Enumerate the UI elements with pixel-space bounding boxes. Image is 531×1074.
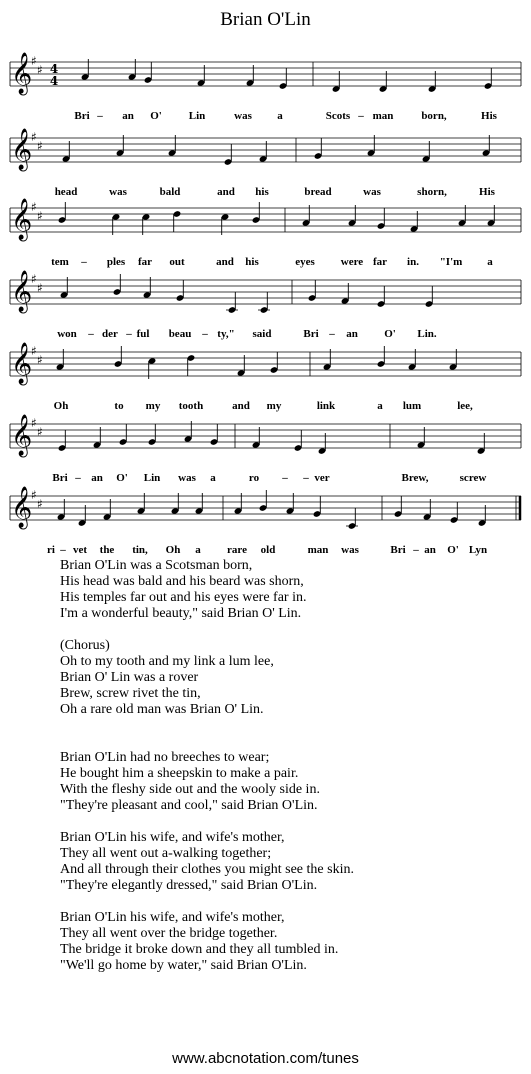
lyric-syllable: tin, bbox=[132, 544, 148, 556]
lyric-syllable: was bbox=[341, 544, 359, 556]
lyric-syllable: and bbox=[217, 186, 235, 198]
lyric-syllable: far bbox=[372, 256, 388, 268]
treble-clef-icon: 𝄞 bbox=[11, 53, 33, 94]
time-signature-top: 4 bbox=[49, 62, 59, 76]
lyric-syllable: in. bbox=[407, 256, 419, 268]
verse-line: With the fleshy side out and the wooly side in. bbox=[60, 782, 320, 797]
sharp-icon: ♯ bbox=[31, 272, 37, 286]
lyric-syllable: ver bbox=[314, 472, 330, 484]
sharp-icon: ♯ bbox=[37, 139, 43, 153]
lyric-syllable: ful bbox=[136, 328, 150, 340]
lyric-syllable: ty," bbox=[217, 328, 235, 340]
sharp-icon: ♯ bbox=[37, 63, 43, 77]
lyric-syllable: bald bbox=[159, 186, 181, 198]
lyric-syllable: O' bbox=[116, 472, 128, 484]
footer-url[interactable]: www.abcnotation.com/tunes bbox=[172, 1050, 359, 1067]
verse-line: "They're pleasant and cool," said Brian O'Lin. bbox=[60, 798, 318, 813]
lyric-syllable: tem bbox=[51, 256, 69, 268]
stanza bbox=[60, 638, 354, 718]
lyric-hyphen: – bbox=[60, 544, 66, 556]
lyric-syllable: lee, bbox=[457, 400, 473, 412]
staff-2 bbox=[10, 128, 521, 198]
verse-line: His temples far out and his eyes were far in. bbox=[60, 590, 307, 605]
staff-7 bbox=[10, 486, 521, 556]
lyric-syllable: shorn, bbox=[417, 186, 447, 198]
sharp-icon: ♯ bbox=[37, 209, 43, 223]
lyric-hyphen: – bbox=[97, 110, 103, 122]
lyric-syllable: ri bbox=[47, 544, 55, 556]
lyric-syllable: an bbox=[424, 544, 436, 556]
verse-line: Oh a rare old man was Brian O' Lin. bbox=[60, 702, 264, 717]
lyric-hyphen: – bbox=[329, 328, 335, 340]
treble-clef-icon: 𝄞 bbox=[11, 129, 33, 170]
lyric-syllable: head bbox=[54, 186, 78, 198]
staff-5 bbox=[10, 342, 521, 412]
lyric-syllable: His bbox=[481, 110, 497, 122]
lyric-syllable: Bri bbox=[74, 110, 90, 122]
sharp-icon: ♯ bbox=[31, 130, 37, 144]
lyric-syllable: "I'm bbox=[439, 256, 463, 268]
lyric-hyphen: – bbox=[126, 328, 132, 340]
lyric-syllable: to bbox=[114, 400, 124, 412]
lyric-syllable: ples bbox=[106, 256, 126, 268]
lyric-hyphen: – bbox=[282, 472, 288, 484]
verse-line: Brew, screw rivet the tin, bbox=[60, 686, 201, 701]
lyric-syllable: Lin bbox=[188, 110, 206, 122]
verse-line: He bought him a sheepskin to make a pair. bbox=[60, 766, 299, 781]
verse-line: Oh to my tooth and my link a lum lee, bbox=[60, 654, 274, 669]
verse-line: They all went out a-walking together; bbox=[60, 846, 272, 861]
lyric-hyphen: – bbox=[88, 328, 94, 340]
sharp-icon: ♯ bbox=[31, 54, 37, 68]
verse-line: His head was bald and his beard was shorn, bbox=[60, 574, 304, 589]
lyric-syllable: Scots bbox=[325, 110, 351, 122]
sharp-icon: ♯ bbox=[31, 416, 37, 430]
lyric-syllable: and bbox=[232, 400, 250, 412]
lyric-syllable: der bbox=[102, 328, 118, 340]
lyric-hyphen: – bbox=[81, 256, 87, 268]
lyric-syllable: eyes bbox=[295, 256, 315, 268]
lyric-syllable: out bbox=[169, 256, 185, 268]
lyric-syllable: a bbox=[195, 544, 201, 556]
lyric-syllable: lum bbox=[402, 400, 422, 412]
lyric-syllable: O' bbox=[384, 328, 396, 340]
verse-line: "We'll go home by water," said Brian O'Lin. bbox=[60, 958, 307, 973]
lyric-syllable: O' bbox=[447, 544, 459, 556]
lyric-syllable: old bbox=[260, 544, 276, 556]
lyric-syllable: were bbox=[340, 256, 364, 268]
verse-line: Brian O'Lin his wife, and wife's mother, bbox=[60, 830, 285, 845]
verse-line: Brian O'Lin had no breeches to wear; bbox=[60, 750, 270, 765]
lyric-syllable: was bbox=[234, 110, 252, 122]
sharp-icon: ♯ bbox=[37, 425, 43, 439]
lyric-syllable: a bbox=[277, 110, 283, 122]
stanza bbox=[60, 750, 354, 814]
lyric-hyphen: – bbox=[75, 472, 81, 484]
lyric-syllable: Bri bbox=[390, 544, 406, 556]
staff-4 bbox=[10, 270, 521, 340]
lyric-syllable: Lin. bbox=[417, 328, 437, 340]
staff-3 bbox=[10, 198, 521, 268]
lyric-syllable: his bbox=[255, 186, 269, 198]
lyric-syllable: won bbox=[57, 328, 77, 340]
verse-line: I'm a wonderful beauty," said Brian O' Lin. bbox=[60, 606, 302, 621]
treble-clef-icon: 𝄞 bbox=[11, 271, 33, 312]
lyric-syllable: link bbox=[316, 400, 336, 412]
lyric-syllable: man bbox=[372, 110, 394, 122]
lyric-syllable: my bbox=[145, 400, 161, 412]
lyric-syllable: beau bbox=[168, 328, 192, 340]
verse-line: Brian O'Lin his wife, and wife's mother, bbox=[60, 910, 285, 925]
staff-1 bbox=[10, 52, 521, 122]
verse-line: And all through their clothes you might see the skin. bbox=[60, 862, 354, 877]
treble-clef-icon: 𝄞 bbox=[11, 343, 33, 384]
lyric-syllable: screw bbox=[459, 472, 487, 484]
sharp-icon: ♯ bbox=[31, 488, 37, 502]
lyric-hyphen: – bbox=[303, 472, 309, 484]
sharp-icon: ♯ bbox=[31, 344, 37, 358]
lyric-syllable: was bbox=[109, 186, 127, 198]
lyric-syllable: said bbox=[252, 328, 272, 340]
lyric-syllable: Bri bbox=[52, 472, 68, 484]
lyric-syllable: a bbox=[377, 400, 383, 412]
verse-line: "They're elegantly dressed," said Brian O'Lin. bbox=[60, 878, 318, 893]
verse-line: The bridge it broke down and they all tumbled in. bbox=[60, 942, 339, 957]
lyric-hyphen: – bbox=[202, 328, 208, 340]
lyric-syllable: man bbox=[307, 544, 329, 556]
lyric-syllable: the bbox=[99, 544, 115, 556]
time-signature-bottom: 4 bbox=[49, 74, 59, 88]
lyric-syllable: far bbox=[137, 256, 153, 268]
lyric-syllable: Brew, bbox=[401, 472, 429, 484]
lyric-syllable: tooth bbox=[178, 400, 204, 412]
verse-line: Brian O'Lin was a Scotsman born, bbox=[60, 558, 253, 573]
lyric-syllable: bread bbox=[304, 186, 332, 198]
verse-line: They all went over the bridge together. bbox=[60, 926, 278, 941]
lyric-hyphen: – bbox=[413, 544, 419, 556]
lyric-syllable: his bbox=[245, 256, 259, 268]
sharp-icon: ♯ bbox=[37, 497, 43, 511]
lyric-syllable: Bri bbox=[303, 328, 319, 340]
lyric-syllable: an bbox=[122, 110, 134, 122]
lyric-syllable: was bbox=[178, 472, 196, 484]
tune-title: Brian O'Lin bbox=[220, 9, 311, 30]
lyric-syllable: O' bbox=[150, 110, 162, 122]
stanza bbox=[60, 558, 354, 622]
lyric-syllable: a bbox=[487, 256, 493, 268]
lyric-syllable: an bbox=[91, 472, 103, 484]
lyric-syllable: my bbox=[266, 400, 282, 412]
lyric-syllable: Oh bbox=[165, 544, 181, 556]
lyric-syllable: born, bbox=[421, 110, 447, 122]
lyric-syllable: Oh bbox=[53, 400, 69, 412]
treble-clef-icon: 𝄞 bbox=[11, 415, 33, 456]
sharp-icon: ♯ bbox=[37, 281, 43, 295]
stanza bbox=[60, 830, 354, 894]
lyric-syllable: Lyn bbox=[468, 544, 488, 556]
sharp-icon: ♯ bbox=[31, 200, 37, 214]
lyric-hyphen: – bbox=[358, 110, 364, 122]
lyric-syllable: was bbox=[363, 186, 381, 198]
lyric-syllable: a bbox=[210, 472, 216, 484]
verse-line: Brian O' Lin was a rover bbox=[60, 670, 199, 685]
lyric-syllable: an bbox=[346, 328, 358, 340]
sharp-icon: ♯ bbox=[37, 353, 43, 367]
stanza bbox=[60, 910, 354, 974]
treble-clef-icon: 𝄞 bbox=[11, 487, 33, 528]
lyric-syllable: vet bbox=[72, 544, 88, 556]
verse-line: (Chorus) bbox=[60, 638, 110, 653]
verses-block bbox=[60, 558, 354, 990]
lyric-syllable: rare bbox=[227, 544, 247, 556]
lyric-syllable: and bbox=[216, 256, 234, 268]
treble-clef-icon: 𝄞 bbox=[11, 199, 33, 240]
lyric-syllable: Lin bbox=[143, 472, 161, 484]
staff-6 bbox=[10, 414, 521, 484]
lyric-syllable: His bbox=[479, 186, 495, 198]
lyric-syllable: ro bbox=[248, 472, 260, 484]
